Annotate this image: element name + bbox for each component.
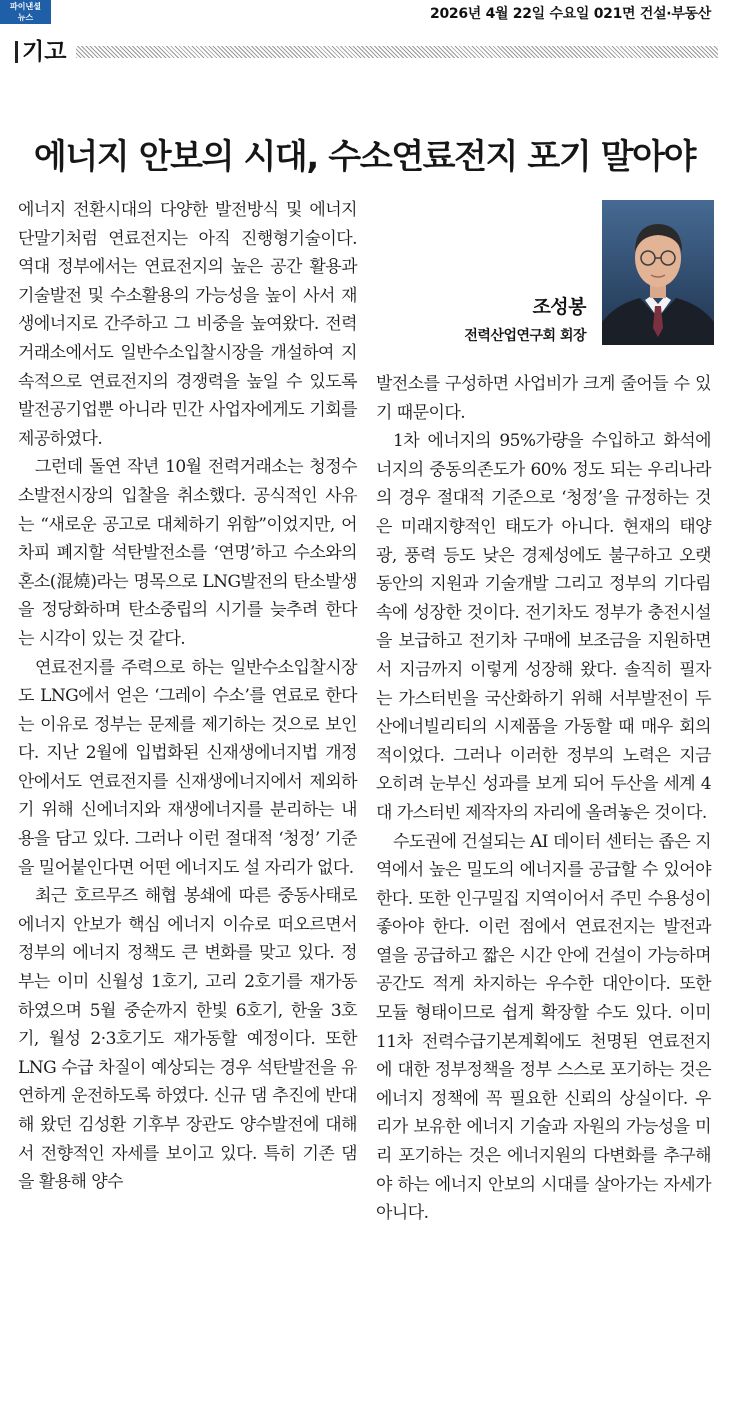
paragraph-5: 1차 에너지의 95%가량을 수입하고 화석에너지의 중동의존도가 60% 정도 되는 우리나라의 경우 절대적 기준으로 ‘청정’을 규정하는 것은 미래지향적인 태도가 아니다. 현재의 태양광, 풍력 등도 낮은 경제성에도 불구하고 오랫동안의 지원과 기술개발 그리고 정부의 기다림 속에 성장한 것이다. 전기차도 정부가 충전시설을 보급하고 전기차 구매에 보조금을 지원하면서 지금까지 이렇게 성장해 왔다. 솔직히 필자는 가스터빈을 국산화하기 위해 서부발전이 두산에너빌리티의 시제품을 가동할 때 매우 회의적이었다. 그러나 이러한 정부의 노력은 지금 오히려 눈부신 성과를 보게 되어 두산을 세계 4대 가스터빈 제작자의 자리에 올려놓은 것이다.	[376, 431, 711, 823]
headline: 에너지 안보의 시대, 수소연료전지 포기 말아야	[33, 136, 696, 177]
logo-line-2: 뉴스	[17, 13, 34, 22]
section-header	[14, 37, 718, 67]
author-portrait-image	[602, 200, 714, 345]
author-photo	[602, 200, 714, 345]
paragraph-6: 수도권에 건설되는 AI 데이터 센터는 좁은 지역에서 높은 밀도의 에너지를 공급할 수 있어야 한다. 또한 인구밀집 지역이어서 주민 수용성이 좋아야 한다. 이런 점에서 연료전지는 발전과 열을 공급하고 짧은 시간 안에 건설이 가능하며 공간도 적게 차지하는 우수한 대안이다. 또한 모듈 형태이므로 쉽게 확장할 수도 있다. 이미 11차 전력수급기본계획에도 천명된 연료전지에 대한 정부정책을 정부 스스로 포기하는 것은 에너지 정책에 꼭 필요한 신뢰의 상실이다. 우리가 보유한 에너지 기술과 자원의 가능성을 미리 포기하는 것은 에너지원의 다변화를 추구해야 하는 에너지 안보의 시대를 살아가는 자세가 아니다.	[376, 831, 711, 1224]
column-left	[18, 196, 357, 1197]
paragraph-1: 에너지 전환시대의 다양한 발전방식 및 에너지 단말기처럼 연료전지는 아직 진행형기술이다. 역대 정부에서는 연료전지의 높은 공간 활용과 기술발전 및 수소활용의 가능성을 높이 사서 재생에너지로 간주하고 그 비중을 높여왔다. 전력거래소에서도 일반수소입찰시장을 개설하여 지속적으로 연료전지의 경쟁력을 높일 수 있도록 발전공기업뿐 아니라 민간 사업자에게도 기회를 제공하였다.	[18, 200, 357, 449]
author-title: 전력산업연구회 회장	[464, 328, 586, 344]
paragraph-3: 연료전지를 주력으로 하는 일반수소입찰시장도 LNG에서 얻은 ‘그레이 수소’를 연료로 한다는 이유로 정부는 문제를 제기하는 것으로 보인다. 지난 2월에 입법화된 신재생에너지법 개정안에서도 연료전지를 신재생에너지에서 제외하기 위해 신에너지와 재생에너지를 분리하는 내용을 담고 있다. 그러나 이런 절대적 ‘청정’ 기준을 밀어붙인다면 어떤 에너지도 설 자리가 없다.	[18, 657, 357, 878]
author-name: 조성봉	[532, 296, 586, 318]
section-label: 기고	[22, 39, 67, 65]
paragraph-2: 그런데 돌연 작년 10월 전력거래소는 청정수소발전시장의 입찰을 취소했다. 공식적인 사유는 “새로운 공고로 대체하기 위함”이었지만, 어차피 폐지할 석탄발전소를 ‘연명’하고 수소와의 혼소(混燒)라는 명목으로 LNG발전의 탄소발생을 정당화하며 탄소중립의 시기를 늦추려 한다는 시각이 있는 것 같다.	[18, 457, 357, 649]
column-right	[376, 370, 711, 1228]
logo-line-1: 파이낸셜	[10, 2, 41, 11]
dateline: 2026년 4월 22일 수요일 021면 건설·부동산	[430, 6, 711, 22]
newspaper-logo	[0, 0, 51, 24]
paragraph-4: 최근 호르무즈 해협 봉쇄에 따른 중동사태로 에너지 안보가 핵심 에너지 이슈로 떠오르면서 정부의 에너지 정책도 큰 변화를 맞고 있다. 정부는 이미 신월성 1호기, 고리 2호기를 재가동하였으며 5월 중순까지 한빛 6호기, 한울 3호기, 월성 2·3호기도 재가동할 예정이다. 또한 LNG 수급 차질이 예상되는 경우 석탄발전을 유연하게 운전하도록 하였다. 신규 댐 추진에 반대해 왔던 김성환 기후부 장관도 양수발전에 대해서 전향적인 자세를 보이고 있다. 특히 기존 댐을 활용해 양수	[18, 886, 357, 1193]
section-marker	[15, 41, 18, 63]
paragraph-4-continued: 발전소를 구성하면 사업비가 크게 줄어들 수 있기 때문이다.	[376, 374, 711, 423]
section-rule-pattern	[76, 46, 718, 58]
